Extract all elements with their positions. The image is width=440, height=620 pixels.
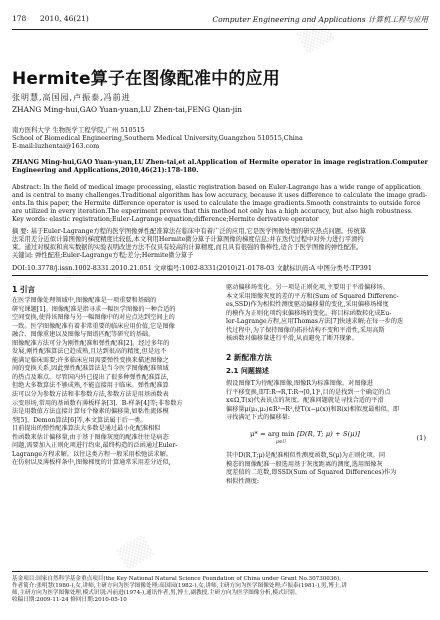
citation-line: ZHANG Ming-hui,GAO Yuan-yuan,LU Zhen-tai,et al.Application of Hermite operator in image registration.Computer (12, 158, 428, 166)
keywords-cn: 关键词: 弹性配准;Euler-Lagrange方程;差分;Hermite微分算子 (12, 252, 194, 260)
body-line: 性函数来估计偏移量,由于基于图像灰度的配准往往是病态 (12, 433, 169, 441)
body-line: 研究课题[1]。图像配准是指寻求一幅医学图像的一种合适的 (12, 305, 176, 313)
body-line: 法是用数值方法直接计算每个像素的偏移量,如粘性流体模 (12, 408, 169, 416)
body-line: 的热点及难点。尽管国内外已提出了很多种弹性配准算法, (12, 373, 169, 381)
body-line: ler-Lagrange方程,应用Thomas方法[7]快速求解;在每一步的迭 (226, 318, 404, 326)
body-line: 目前提出的弹性配准算法大多数是通过最小化配准相似 (12, 425, 161, 433)
citation-line: Engineering and Applications,2010,46(21):178-180. (12, 166, 199, 174)
right-column-mid (226, 380, 428, 423)
body-line: 问题,需要加入正则化项进行约束,最终构造的泛函通过Euler- (12, 442, 178, 450)
body-line: x∈Ω,T(x)代表该点的灰度。配准问题就是寻找合适的平滑 (226, 397, 384, 405)
body-line: 融合、图像重建以及图像与图谱匹配等研究的基础。 (12, 331, 155, 339)
abstract-en-line: ents.In this paper, the Hermite difference operator is used to calculate the image gradients.Smooth constraints to outside force (12, 200, 421, 208)
body-line: 能满足临床需要;许多临床应用需要弹性变换来描述图像之 (12, 356, 169, 364)
section-heading-intro: 1 引言 (12, 285, 36, 294)
body-line: 示变形场,常用的基函数有薄板样条[3]、B-样条[4]等;非参数方 (12, 399, 183, 407)
body-line: 其中D(R,T;μ)是配准相似性测度函数,S(μ)为正则化项。同 (226, 452, 386, 459)
abstract-en (12, 184, 428, 224)
equation-lhs: μ* = arg min (250, 430, 295, 438)
body-line: 在仿射以及薄板样条中,图像梯度的计算通常采用差分近似, (12, 459, 171, 467)
authors-cn: 张明慧,高国园,卢振泰,冯前进 (12, 93, 131, 102)
footnote-dates: 收稿日期:2009-11-24 修回日期:2010-05-10 (12, 597, 127, 604)
section-heading-method: 2 新配准方法 (226, 353, 272, 362)
body-line: 假设图像T为待配准图像,图像R为标准图像。对图像进 (226, 380, 373, 387)
paper-title: Hermite算子在图像配准中的应用 (12, 69, 280, 89)
body-line: 寻找满足下式的偏移量: (226, 414, 290, 422)
equation-subscript: μ∈U (276, 440, 287, 445)
body-line: 驱动偏移场变化。另一项是正则化项,主要用于平滑偏移场。 (226, 284, 389, 291)
body-line: 型[5]、Demon算法[6]等,本文算法属于后一类。 (12, 416, 147, 424)
body-line: 度差值的二范数,即SSD(Sum of Squared Differences)作为 (226, 469, 397, 477)
watermark: ▒▒ (296, 293, 335, 331)
equation-number: (1) (416, 434, 426, 442)
body-line: 一致。医学图像配准有着非常重要的临床应用价值,它是图像 (12, 322, 175, 330)
equation-body: [D(R, T; μ) + S(μ)] (296, 430, 360, 438)
body-line: 代过程中,为了保持图像的拓扑结构不变和平滑性,采用高斯 (226, 326, 385, 334)
page-number: 178 (12, 14, 27, 23)
body-line: 本文采用图像灰度的差的平方和(Sum of Squared Differenc- (226, 292, 399, 300)
abstract-rule (12, 275, 428, 276)
right-column-top (226, 284, 428, 344)
body-line: 空间变换,使得该图像与另一幅图像中的对应点达到空间上的 (12, 314, 175, 322)
body-line: 相似性测度: (226, 477, 260, 485)
doi-line: DOI:10.3778/j.issn.1002-8331.2010.21.051 文章编号:1002-8331(2010)21-0178-03 文献标识码:A 中图分类号:TP391 (12, 264, 372, 272)
footnote-authors: 作者简介:张明慧(1980-),女,讲师,主研方向为医学图像处理;高国园(1982-),女,讲师,主研方向为医学图像处理;卢振泰(1981-),男,博士,讲 (12, 583, 347, 590)
equation-1 (250, 430, 428, 445)
watermark: ▒▒ (296, 17, 335, 55)
abstract-en-line: Abstract: In the field of medical image processing, elastic registration based on Euler-Lagrange has a wide range of application (12, 184, 421, 191)
footnote-authors: 师,主研方向为医学图像处理,模式识别;冯前进(1974-),通讯作者,男,博士,副教授,主研方向为医学图像分析,模式识别。 (12, 590, 301, 597)
keywords-en: Key words: elastic registration;Euler-Lagrange equation;difference;Hermite derivative operator (12, 216, 319, 224)
body-line: 但绝大多数算法不够成熟,不能直接用于临床。弹性配准算 (12, 382, 169, 390)
authors-en: ZHANG Ming-hui,GAO Yuan-yuan,LU Zhen-tai,FENG Qian-jin (12, 105, 242, 114)
body-line: 模态的图像配准一般选用基于灰度距离的测度,选用图像灰 (226, 460, 383, 468)
abstract-cn-line: 束。通过对模拟和真实数据的实验表明改进方法不仅具有较高的计算精度,而且具有很强的鲁棒性,适合于医学图像的弹性配准。 (12, 244, 363, 252)
affiliation-cn: 南方医科大学 生物医学工程学院,广州 510515 (12, 126, 145, 134)
body-line: 法可以分为参数方法和非参数方法,参数方法是用基函数表 (12, 391, 169, 399)
body-line: Lagrange方程求解。以往这类方程一般采用松弛法求解。 (12, 450, 172, 458)
right-column-bottom (226, 452, 428, 486)
body-line: es,SSD)作为相似性测度驱动偏移量的变化,采用偏移场梯度 (226, 301, 389, 309)
journal-name: Computer Engineering and Applications 计算机工程与应用 (212, 15, 428, 24)
watermark: ▒▒ (116, 533, 155, 571)
left-column-body (12, 297, 214, 468)
abstract-cn-line: 法采用差分近似计算图像的梯度精度比较低,本文利用Hermite微分算子计算图像的梯度信息;并在迭代过程中对外力进行平滑约 (12, 236, 364, 244)
footnote-rule (12, 571, 428, 572)
abstract-en-line: and is central to many challenges.Traditional algorithm has low accuracy, because it uses difference to calculate the image gradi- (12, 192, 428, 200)
body-line: 间的变换关系,因此弹性配准算法是当今医学图像配准领域 (12, 365, 169, 373)
abstract-cn-line: 摘 要: 基于Euler-Lagrange方程的医学图像弹性配准算法在临床中有着广泛的应用,它是医学图像处理的研究热点问题。传统算 (12, 228, 367, 235)
issue-info: 2010, 46(21) (40, 14, 89, 23)
body-line: 图像配准方法可分为刚性配准和弹性配准[2]。经过多年的 (12, 339, 170, 347)
body-line: 的模作为正则化项约束偏移场的变化。将目标函数转化成Eu- (226, 309, 392, 317)
body-line: 核函数对偏移量进行平滑,从而避免了断开现象。 (226, 335, 358, 343)
footnote-funding: 基金项目:国家自然科学基金重点项目(the Key National Natural Science Foundation of China under Grant No.30730036)。 (12, 576, 345, 582)
abstract-en-line: are utilized in every iteration.The experiment proves that this method not only has a high accuracy, but also high robustness. (12, 208, 413, 216)
subsection-heading: 2.1 问题描述 (226, 367, 269, 375)
header-rule (12, 29, 428, 30)
running-header (12, 14, 428, 28)
body-line: 行平移变换,即T:R→R,T:R→[0,1]²,目的是找到一个确定的点 (226, 388, 391, 396)
abstract-cn (12, 228, 428, 260)
affiliation-en: School of Biomedical Engineering,Southern Medical University,Guangzhou 510515,China (12, 134, 303, 142)
body-line: 在医学图像处理领域中,图像配准是一项重要和基础的 (12, 297, 157, 304)
email: E-mail:luzhentai@163.com (12, 142, 100, 150)
body-line: 发展,刚性配准算法已趋成熟,且达到很高的精度,但是远不 (12, 348, 167, 356)
footnotes (12, 576, 428, 604)
watermark: ▒▒ (56, 243, 95, 281)
body-line: 偏移量μ(μ₁,μ₂)∈R²→R²,使T(x−μ(x))和R(x)相似度最相似。即 (226, 405, 400, 413)
